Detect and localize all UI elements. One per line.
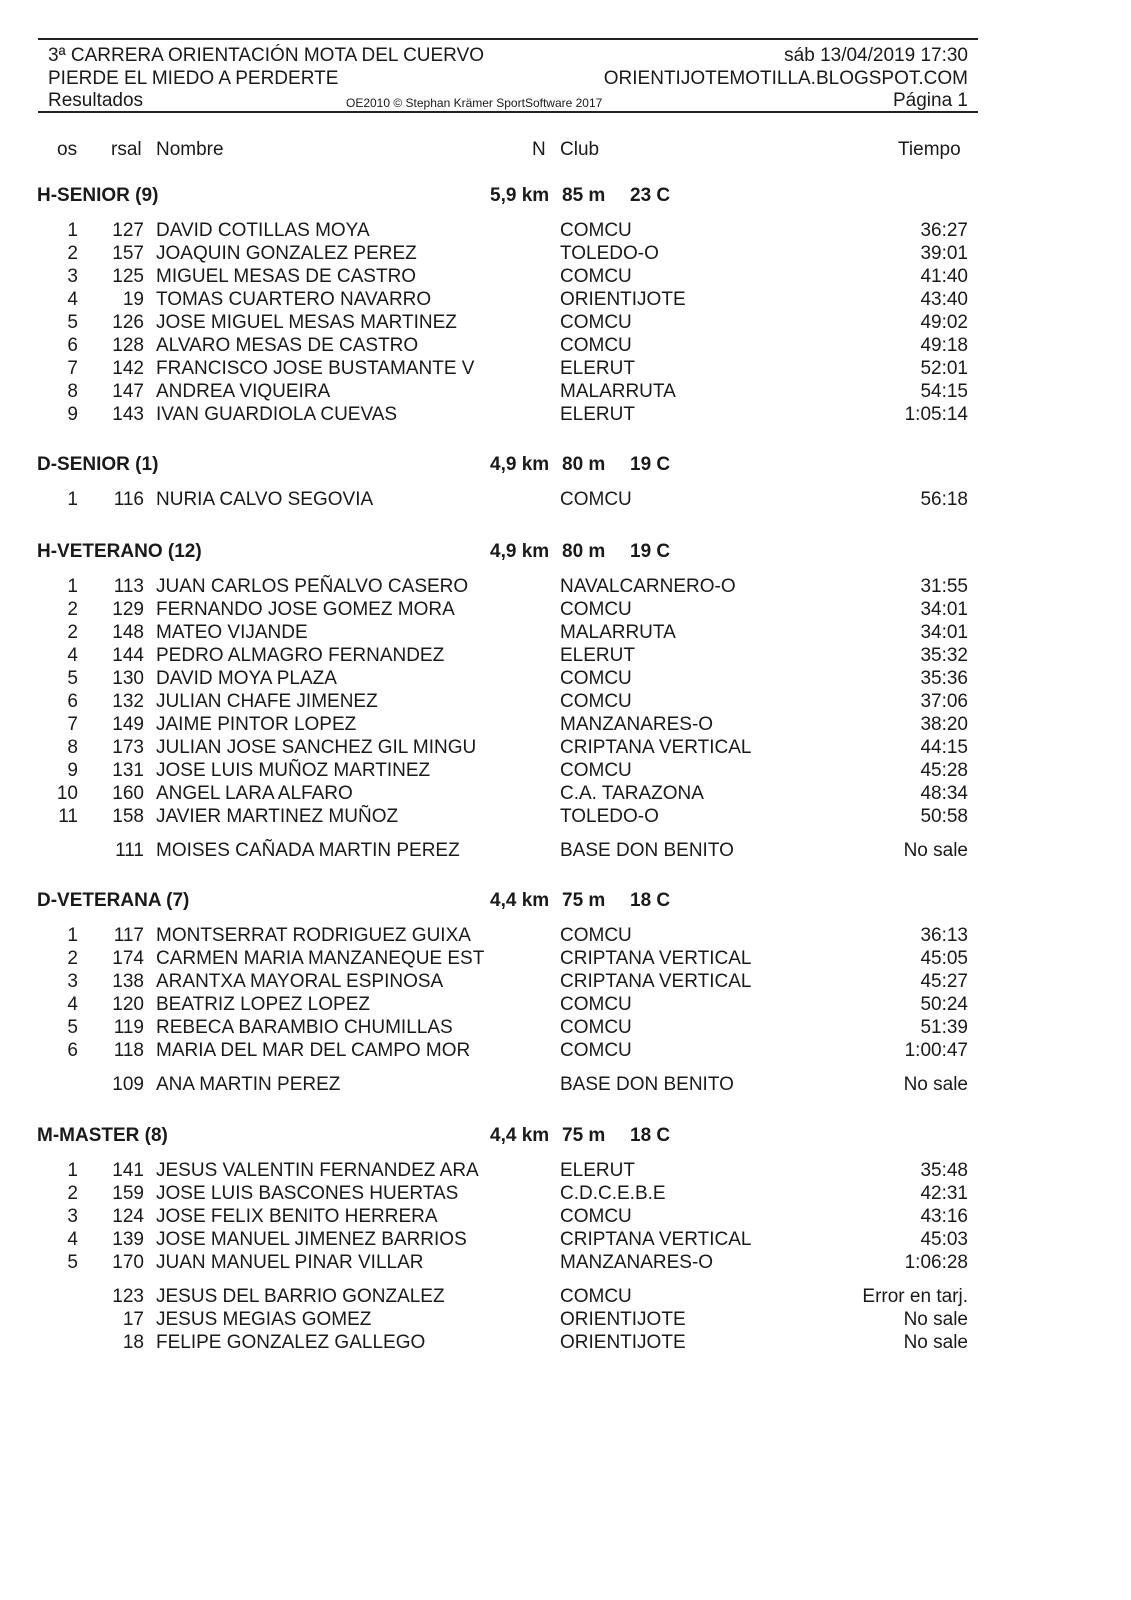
runner-name: JAVIER MARTINEZ MUÑOZ xyxy=(156,806,399,827)
result-bib: 123 xyxy=(112,1286,144,1307)
runner-name: JUAN CARLOS PEÑALVO CASERO xyxy=(156,576,469,597)
result-bib: 117 xyxy=(113,925,144,946)
runner-club: ORIENTIJOTE xyxy=(560,289,686,310)
runner-name: ANA MARTIN PEREZ xyxy=(156,1074,341,1095)
category-controls: 19 C xyxy=(630,454,671,475)
result-time: 35:48 xyxy=(920,1160,968,1181)
result-time: No sale xyxy=(903,840,968,861)
result-position: 7 xyxy=(67,358,78,379)
runner-club: CRIPTANA VERTICAL xyxy=(560,737,752,758)
runner-name: DAVID COTILLAS MOYA xyxy=(156,220,370,241)
result-time: 36:13 xyxy=(920,925,968,946)
unranked-spacer xyxy=(0,828,1131,839)
runner-name: JOSE MANUEL JIMENEZ BARRIOS xyxy=(156,1229,467,1250)
runner-club: COMCU xyxy=(560,760,632,781)
result-position: 1 xyxy=(67,1160,78,1181)
result-time: 34:01 xyxy=(920,622,968,643)
result-time: 36:27 xyxy=(920,220,968,241)
event-website: ORIENTIJOTEMOTILLA.BLOGSPOT.COM xyxy=(603,68,968,89)
runner-name: BEATRIZ LOPEZ LOPEZ xyxy=(156,994,370,1015)
result-row xyxy=(0,311,1131,334)
runner-name: JOSE LUIS MUÑOZ MARTINEZ xyxy=(156,760,431,781)
result-bib: 159 xyxy=(112,1183,144,1204)
result-position: 3 xyxy=(67,266,78,287)
result-bib: 132 xyxy=(112,691,144,712)
category-header xyxy=(0,1123,1131,1149)
result-time: 1:00:47 xyxy=(904,1040,968,1061)
runner-club: COMCU xyxy=(560,1286,632,1307)
result-bib: 113 xyxy=(113,576,144,597)
runner-club: COMCU xyxy=(560,599,632,620)
result-bib: 17 xyxy=(122,1309,144,1330)
result-time: 45:27 xyxy=(920,971,968,992)
category-header xyxy=(0,539,1131,565)
result-row xyxy=(0,947,1131,970)
header-bottom-rule xyxy=(38,111,978,113)
category-climb: 85 m xyxy=(562,185,606,206)
result-position: 2 xyxy=(67,1183,78,1204)
runner-name: JOSE FELIX BENITO HERRERA xyxy=(156,1206,438,1227)
result-row xyxy=(0,970,1131,993)
runner-club: TOLEDO-O xyxy=(560,806,659,827)
result-bib: 148 xyxy=(112,622,144,643)
result-bib: 147 xyxy=(112,381,144,402)
result-row xyxy=(0,690,1131,713)
result-bib: 174 xyxy=(112,948,144,969)
runner-name: JESUS VALENTIN FERNANDEZ ARA xyxy=(156,1160,479,1181)
runner-name: MATEO VIJANDE xyxy=(156,622,308,643)
result-position: 11 xyxy=(58,806,78,827)
result-bib: 120 xyxy=(112,994,144,1015)
runner-club: COMCU xyxy=(560,335,632,356)
runner-club: COMCU xyxy=(560,668,632,689)
result-row xyxy=(0,575,1131,598)
result-bib: 170 xyxy=(112,1252,144,1273)
results-list xyxy=(0,488,1131,511)
category-name: D-SENIOR (1) xyxy=(37,454,159,475)
runner-club: COMCU xyxy=(560,925,632,946)
result-row xyxy=(0,1331,1131,1354)
runner-name: JESUS DEL BARRIO GONZALEZ xyxy=(156,1286,445,1307)
runner-name: JULIAN JOSE SANCHEZ GIL MINGU xyxy=(156,737,477,758)
result-position: 4 xyxy=(67,289,78,310)
result-row xyxy=(0,993,1131,1016)
runner-club: CRIPTANA VERTICAL xyxy=(560,971,752,992)
result-bib: 128 xyxy=(112,335,144,356)
category-name: D-VETERANA (7) xyxy=(37,890,190,911)
runner-club: TOLEDO-O xyxy=(560,243,659,264)
runner-club: ELERUT xyxy=(560,404,635,425)
event-subtitle: PIERDE EL MIEDO A PERDERTE xyxy=(48,68,339,89)
result-position: 1 xyxy=(67,489,78,510)
result-row xyxy=(0,334,1131,357)
result-row xyxy=(0,805,1131,828)
col-n: N xyxy=(532,139,546,160)
result-position: 10 xyxy=(56,783,78,804)
col-name: Nombre xyxy=(156,139,224,160)
result-time: 34:01 xyxy=(920,599,968,620)
runner-club: COMCU xyxy=(560,994,632,1015)
category-header xyxy=(0,183,1131,209)
result-time: 42:31 xyxy=(920,1183,968,1204)
result-row xyxy=(0,242,1131,265)
result-position: 5 xyxy=(67,312,78,333)
result-time: 49:02 xyxy=(920,312,968,333)
result-row xyxy=(0,380,1131,403)
result-row xyxy=(0,782,1131,805)
header-top-rule xyxy=(38,38,978,40)
result-position: 4 xyxy=(67,645,78,666)
category-name: H-SENIOR (9) xyxy=(37,185,159,206)
result-bib: 173 xyxy=(112,737,144,758)
result-time: Error en tarj. xyxy=(862,1286,968,1307)
category-distance: 4,9 km xyxy=(490,541,550,562)
result-time: 45:03 xyxy=(920,1229,968,1250)
result-row xyxy=(0,1285,1131,1308)
runner-name: MARIA DEL MAR DEL CAMPO MOR xyxy=(156,1040,471,1061)
category-section xyxy=(0,183,1131,426)
runner-club: ORIENTIJOTE xyxy=(560,1309,686,1330)
result-time: 56:18 xyxy=(920,489,968,510)
result-row xyxy=(0,1228,1131,1251)
result-bib: 142 xyxy=(112,358,144,379)
result-position: 7 xyxy=(67,714,78,735)
result-bib: 157 xyxy=(112,243,144,264)
result-time: 43:40 xyxy=(920,289,968,310)
result-row xyxy=(0,644,1131,667)
unranked-spacer xyxy=(0,1062,1131,1073)
column-headings xyxy=(0,138,1131,162)
category-name: M-MASTER (8) xyxy=(37,1125,168,1146)
result-bib: 111 xyxy=(115,840,144,861)
runner-club: ORIENTIJOTE xyxy=(560,1332,686,1353)
col-time: Tiempo xyxy=(898,139,961,160)
result-bib: 130 xyxy=(112,668,144,689)
result-time: 1:06:28 xyxy=(904,1252,968,1273)
result-row xyxy=(0,598,1131,621)
col-club: Club xyxy=(560,139,600,160)
result-time: 35:32 xyxy=(920,645,968,666)
runner-name: JUAN MANUEL PINAR VILLAR xyxy=(156,1252,424,1273)
result-position: 2 xyxy=(67,243,78,264)
result-time: 37:06 xyxy=(920,691,968,712)
results-list xyxy=(0,924,1131,1096)
runner-club: BASE DON BENITO xyxy=(560,1074,734,1095)
result-position: 5 xyxy=(67,668,78,689)
result-bib: 141 xyxy=(112,1160,144,1181)
result-position: 1 xyxy=(67,576,78,597)
runner-name: JESUS MEGIAS GOMEZ xyxy=(156,1309,372,1330)
result-time: 50:24 xyxy=(920,994,968,1015)
result-position: 8 xyxy=(67,737,78,758)
result-position: 1 xyxy=(67,925,78,946)
result-row xyxy=(0,288,1131,311)
category-header xyxy=(0,888,1131,914)
result-bib: 124 xyxy=(112,1206,144,1227)
result-time: 31:55 xyxy=(920,576,968,597)
result-bib: 138 xyxy=(112,971,144,992)
runner-club: NAVALCARNERO-O xyxy=(560,576,736,597)
result-position: 9 xyxy=(67,404,78,425)
runner-name: FRANCISCO JOSE BUSTAMANTE V xyxy=(156,358,475,379)
result-bib: 144 xyxy=(112,645,144,666)
result-row xyxy=(0,1016,1131,1039)
category-controls: 19 C xyxy=(630,541,671,562)
result-time: 39:01 xyxy=(920,243,968,264)
event-title: 3ª CARRERA ORIENTACIÓN MOTA DEL CUERVO xyxy=(48,45,485,66)
runner-name: IVAN GUARDIOLA CUEVAS xyxy=(156,404,398,425)
result-time: No sale xyxy=(903,1332,968,1353)
category-distance: 4,4 km xyxy=(490,1125,550,1146)
runner-club: ELERUT xyxy=(560,1160,635,1181)
category-controls: 18 C xyxy=(630,890,671,911)
result-bib: 119 xyxy=(113,1017,144,1038)
runner-club: ELERUT xyxy=(560,645,635,666)
header-row-3 xyxy=(48,89,968,113)
unranked-spacer xyxy=(0,1274,1131,1285)
result-row xyxy=(0,1308,1131,1331)
runner-name: FERNANDO JOSE GOMEZ MORA xyxy=(156,599,455,620)
result-time: 1:05:14 xyxy=(904,404,968,425)
result-position: 3 xyxy=(67,971,78,992)
result-time: 44:15 xyxy=(920,737,968,758)
runner-club: MALARRUTA xyxy=(560,622,676,643)
runner-name: JAIME PINTOR LOPEZ xyxy=(156,714,357,735)
result-bib: 118 xyxy=(113,1040,144,1061)
result-bib: 19 xyxy=(122,289,144,310)
result-bib: 158 xyxy=(112,806,144,827)
runner-club: CRIPTANA VERTICAL xyxy=(560,948,752,969)
result-time: 51:39 xyxy=(920,1017,968,1038)
category-controls: 18 C xyxy=(630,1125,671,1146)
result-bib: 149 xyxy=(112,714,144,735)
result-bib: 139 xyxy=(112,1229,144,1250)
result-row xyxy=(0,1159,1131,1182)
results-list xyxy=(0,219,1131,426)
result-row xyxy=(0,759,1131,782)
result-row xyxy=(0,1182,1131,1205)
result-time: 38:20 xyxy=(920,714,968,735)
runner-club: COMCU xyxy=(560,1206,632,1227)
category-section xyxy=(0,539,1131,862)
category-section xyxy=(0,888,1131,1096)
category-climb: 80 m xyxy=(562,541,606,562)
document-type: Resultados xyxy=(48,90,144,111)
runner-name: ALVARO MESAS DE CASTRO xyxy=(156,335,419,356)
result-time: 41:40 xyxy=(920,266,968,287)
category-distance: 4,4 km xyxy=(490,890,550,911)
runner-name: PEDRO ALMAGRO FERNANDEZ xyxy=(156,645,445,666)
result-row xyxy=(0,403,1131,426)
result-position: 9 xyxy=(67,760,78,781)
runner-name: ARANTXA MAYORAL ESPINOSA xyxy=(156,971,444,992)
category-controls: 23 C xyxy=(630,185,671,206)
result-bib: 109 xyxy=(112,1074,144,1095)
result-position: 4 xyxy=(67,994,78,1015)
result-time: 35:36 xyxy=(920,668,968,689)
result-time: 43:16 xyxy=(920,1206,968,1227)
category-section xyxy=(0,452,1131,511)
result-bib: 125 xyxy=(112,266,144,287)
result-position: 8 xyxy=(67,381,78,402)
category-section xyxy=(0,1123,1131,1354)
result-time: 49:18 xyxy=(920,335,968,356)
runner-name: MOISES CAÑADA MARTIN PEREZ xyxy=(156,840,460,861)
runner-club: MALARRUTA xyxy=(560,381,676,402)
result-time: 45:28 xyxy=(920,760,968,781)
runner-name: JOSE LUIS BASCONES HUERTAS xyxy=(156,1183,459,1204)
runner-club: COMCU xyxy=(560,691,632,712)
runner-club: COMCU xyxy=(560,1017,632,1038)
result-position: 1 xyxy=(67,220,78,241)
result-row xyxy=(0,1073,1131,1096)
result-time: 45:05 xyxy=(920,948,968,969)
result-row xyxy=(0,839,1131,862)
runner-name: ANDREA VIQUEIRA xyxy=(156,381,331,402)
runner-name: MONTSERRAT RODRIGUEZ GUIXA xyxy=(156,925,471,946)
result-time: 52:01 xyxy=(920,358,968,379)
runner-name: JOSE MIGUEL MESAS MARTINEZ xyxy=(156,312,457,333)
category-header xyxy=(0,452,1131,478)
runner-club: COMCU xyxy=(560,266,632,287)
result-time: 54:15 xyxy=(920,381,968,402)
result-position: 5 xyxy=(67,1017,78,1038)
result-row xyxy=(0,488,1131,511)
event-datetime: sáb 13/04/2019 17:30 xyxy=(784,45,968,66)
runner-club: C.D.C.E.B.E xyxy=(560,1183,666,1204)
runner-club: COMCU xyxy=(560,220,632,241)
category-name: H-VETERANO (12) xyxy=(37,541,202,562)
category-climb: 75 m xyxy=(562,1125,606,1146)
result-row xyxy=(0,265,1131,288)
result-position: 6 xyxy=(67,691,78,712)
result-bib: 18 xyxy=(122,1332,144,1353)
result-row xyxy=(0,713,1131,736)
runner-club: C.A. TARAZONA xyxy=(560,783,704,804)
runner-name: MIGUEL MESAS DE CASTRO xyxy=(156,266,417,287)
runner-club: MANZANARES-O xyxy=(560,1252,714,1273)
runner-name: NURIA CALVO SEGOVIA xyxy=(156,489,374,510)
result-time: 48:34 xyxy=(920,783,968,804)
runner-name: JULIAN CHAFE JIMENEZ xyxy=(156,691,378,712)
result-row xyxy=(0,736,1131,759)
runner-club: MANZANARES-O xyxy=(560,714,714,735)
col-pos: os xyxy=(57,139,78,160)
result-row xyxy=(0,924,1131,947)
result-time: 50:58 xyxy=(920,806,968,827)
result-row xyxy=(0,667,1131,690)
result-time: No sale xyxy=(903,1309,968,1330)
runner-club: CRIPTANA VERTICAL xyxy=(560,1229,752,1250)
result-bib: 127 xyxy=(112,220,144,241)
runner-name: JOAQUIN GONZALEZ PEREZ xyxy=(156,243,417,264)
result-row xyxy=(0,1251,1131,1274)
result-bib: 116 xyxy=(113,489,144,510)
results-list xyxy=(0,575,1131,862)
runner-club: COMCU xyxy=(560,312,632,333)
result-row xyxy=(0,1205,1131,1228)
result-position: 2 xyxy=(67,948,78,969)
runner-club: COMCU xyxy=(560,1040,632,1061)
result-position: 6 xyxy=(67,1040,78,1061)
page-number: Página 1 xyxy=(892,90,968,111)
category-climb: 75 m xyxy=(562,890,606,911)
software-credit: OE2010 © Stephan Krämer SportSoftware 2017 xyxy=(346,96,603,110)
runner-club: BASE DON BENITO xyxy=(560,840,734,861)
result-position: 4 xyxy=(67,1229,78,1250)
results-list xyxy=(0,1159,1131,1354)
header-row-1 xyxy=(48,44,968,68)
result-position: 2 xyxy=(67,622,78,643)
category-distance: 5,9 km xyxy=(490,185,550,206)
runner-name: CARMEN MARIA MANZANEQUE EST xyxy=(156,948,485,969)
col-bib: rsal xyxy=(111,139,142,160)
result-position: 5 xyxy=(67,1252,78,1273)
category-distance: 4,9 km xyxy=(490,454,550,475)
result-row xyxy=(0,1039,1131,1062)
category-climb: 80 m xyxy=(562,454,606,475)
result-row xyxy=(0,621,1131,644)
result-time: No sale xyxy=(903,1074,968,1095)
header-row-2 xyxy=(48,67,968,91)
runner-name: FELIPE GONZALEZ GALLEGO xyxy=(156,1332,426,1353)
runner-club: ELERUT xyxy=(560,358,635,379)
result-bib: 131 xyxy=(112,760,144,781)
runner-name: ANGEL LARA ALFARO xyxy=(156,783,353,804)
result-bib: 143 xyxy=(112,404,144,425)
result-bib: 126 xyxy=(112,312,144,333)
result-position: 6 xyxy=(67,335,78,356)
runner-name: DAVID MOYA PLAZA xyxy=(156,668,337,689)
runner-name: REBECA BARAMBIO CHUMILLAS xyxy=(156,1017,453,1038)
result-row xyxy=(0,219,1131,242)
result-position: 2 xyxy=(67,599,78,620)
runner-name: TOMAS CUARTERO NAVARRO xyxy=(156,289,432,310)
runner-club: COMCU xyxy=(560,489,632,510)
result-row xyxy=(0,357,1131,380)
result-bib: 160 xyxy=(112,783,144,804)
result-position: 3 xyxy=(67,1206,78,1227)
result-bib: 129 xyxy=(112,599,144,620)
